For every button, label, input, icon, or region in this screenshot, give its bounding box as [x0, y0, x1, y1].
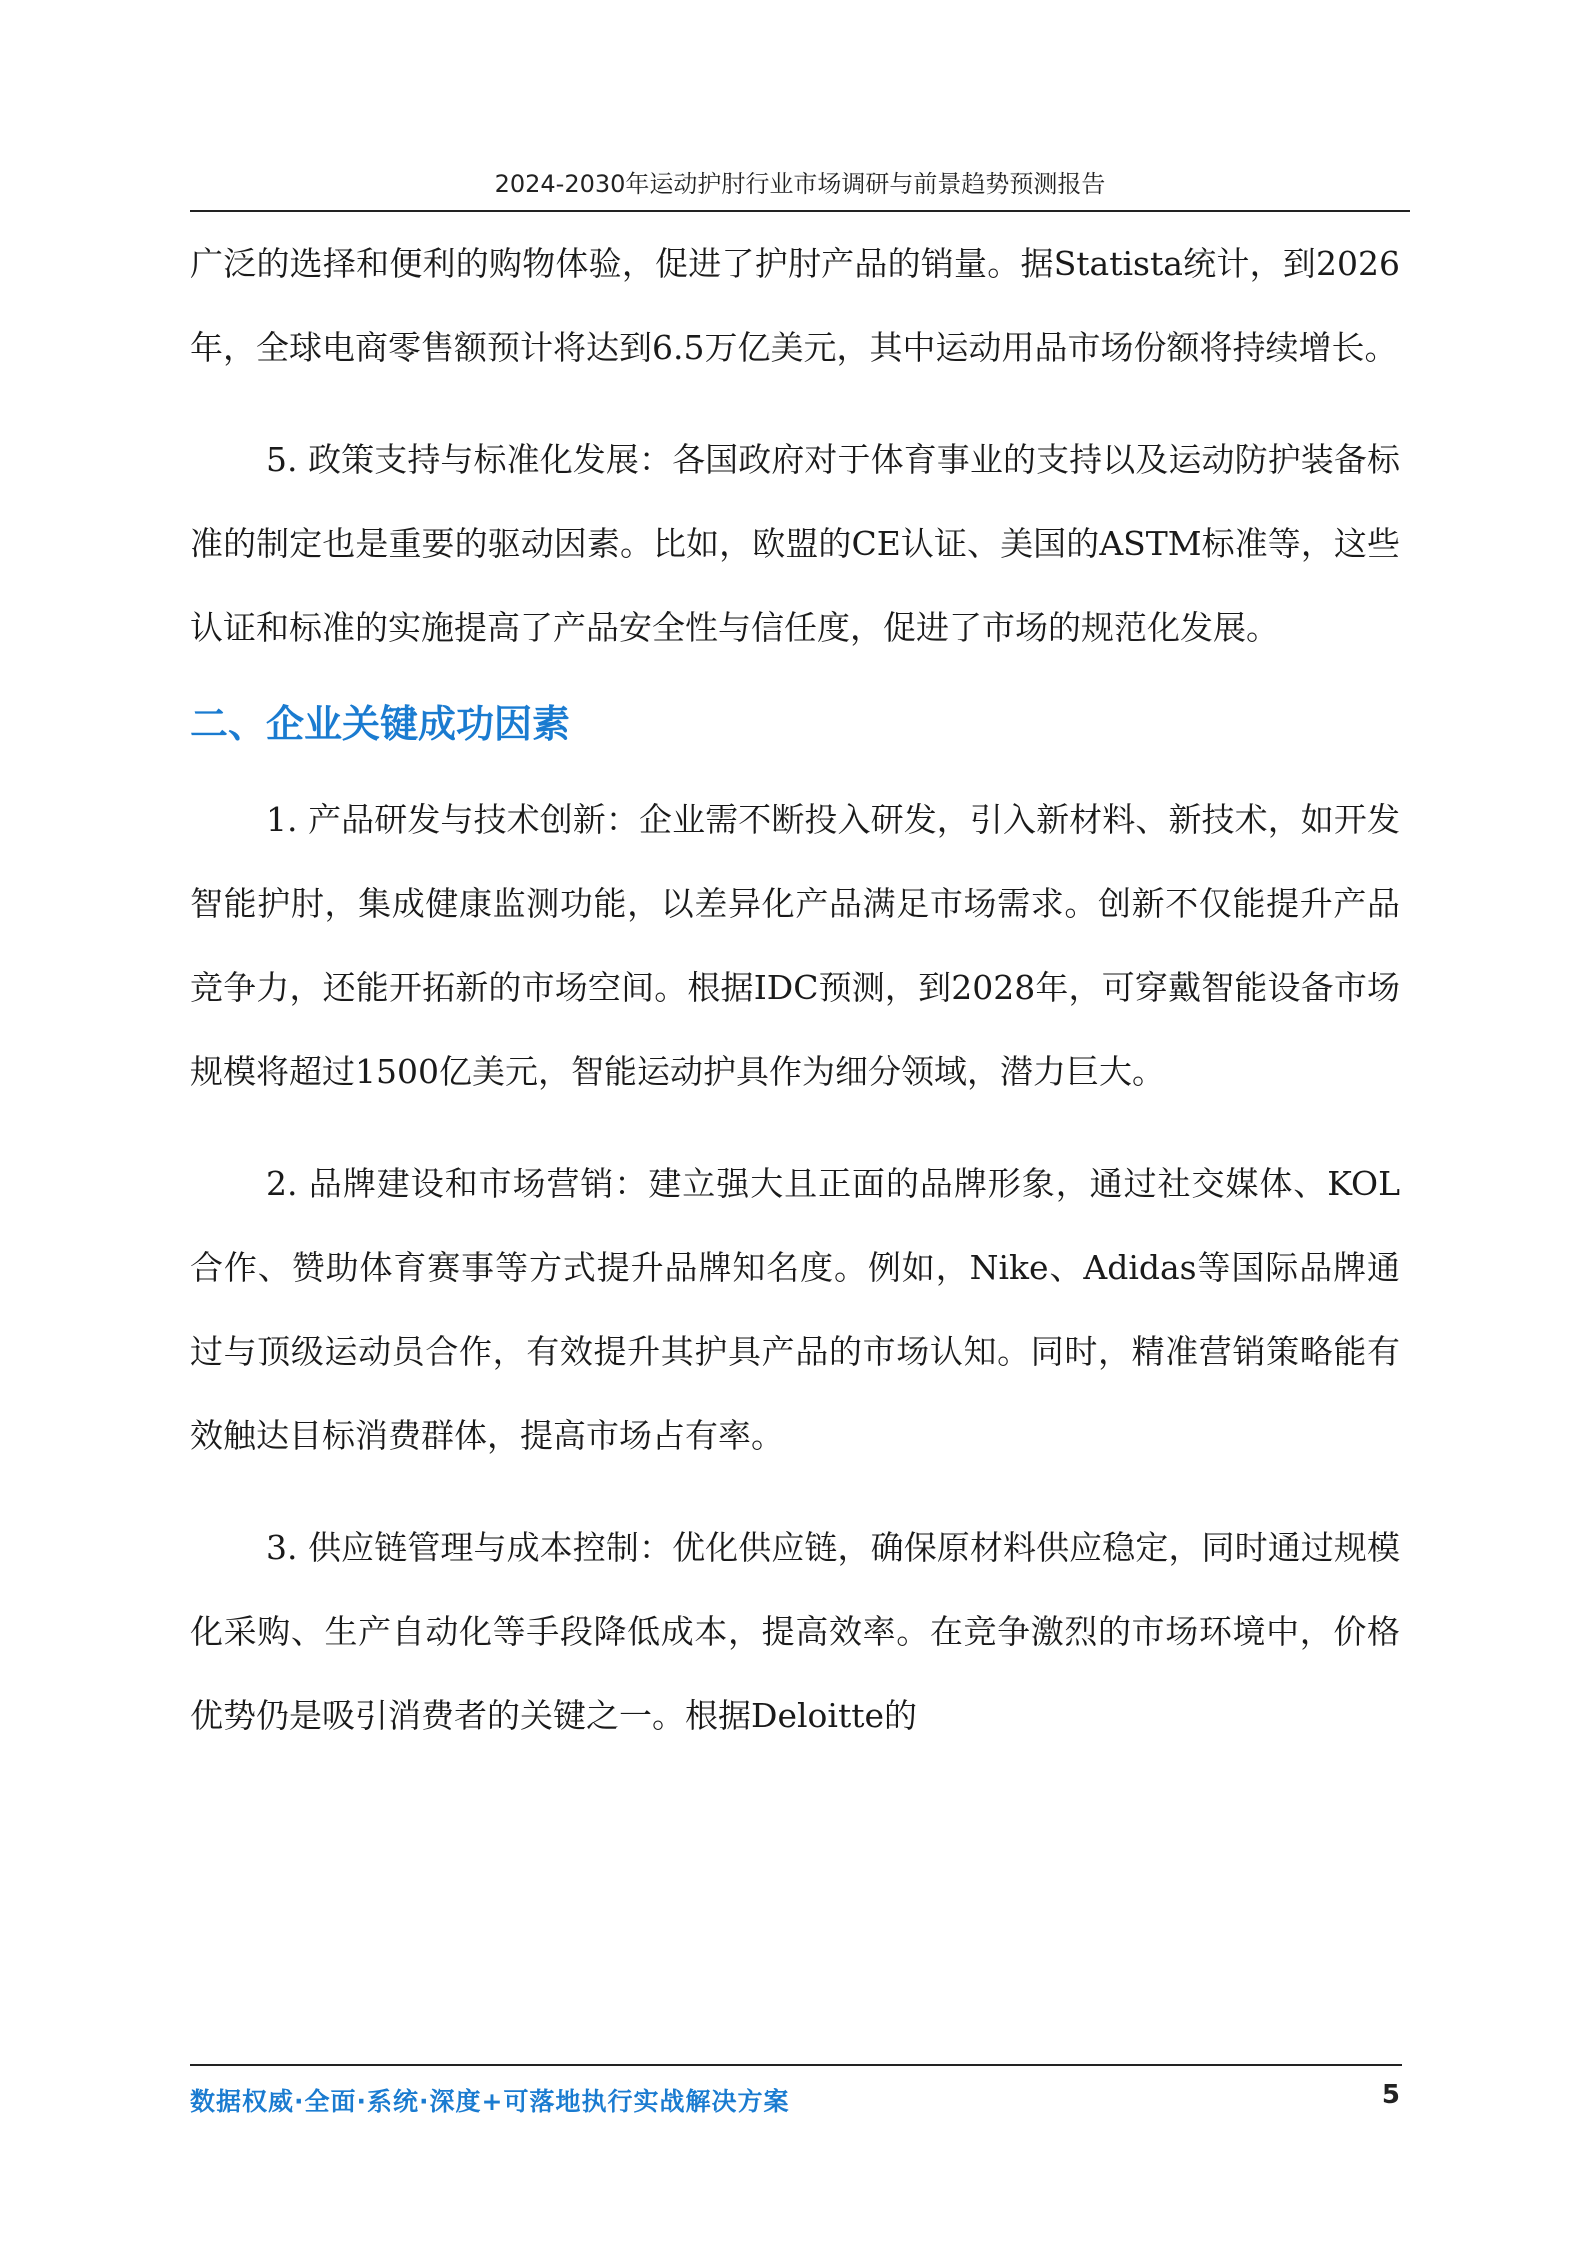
- page-body: [190, 222, 1400, 1758]
- paragraph-brand-marketing: 2. 品牌建设和市场营销：建立强大且正面的品牌形象，通过社交媒体、KOL合作、赞助体育赛事等方式提升品牌知名度。例如，Nike、Adidas等国际品牌通过与顶级运动员合作，有效提升其护具产品的市场认知。同时，精准营销策略能有效触达目标消费群体，提高市场占有率。: [190, 1164, 1400, 1455]
- paragraph-supply-chain: 3. 供应链管理与成本控制：优化供应链，确保原材料供应稳定，同时通过规模化采购、生产自动化等手段降低成本，提高效率。在竞争激烈的市场环境中，价格优势仍是吸引消费者的关键之一。根据Deloitte的: [190, 1528, 1400, 1735]
- paragraph-rnd-innovation: 1. 产品研发与技术创新：企业需不断投入研发，引入新材料、新技术，如开发智能护肘，集成健康监测功能，以差异化产品满足市场需求。创新不仅能提升产品竞争力，还能开拓新的市场空间。根据IDC预测，到2028年，可穿戴智能设备市场规模将超过1500亿美元，智能运动护具作为细分领域，潜力巨大。: [190, 800, 1400, 1091]
- section-heading: 二、企业关键成功因素: [190, 702, 571, 746]
- page-number: 5: [1381, 2080, 1400, 2110]
- paragraph-intro: 广泛的选择和便利的购物体验，促进了护肘产品的销量。据Statista统计，到2026年，全球电商零售额预计将达到6.5万亿美元，其中运动用品市场份额将持续增长。: [190, 244, 1400, 367]
- page-header: 2024-2030年运动护肘行业市场调研与前景趋势预测报告: [190, 158, 1410, 212]
- footer-slogan: 数据权威·全面·系统·深度+可落地执行实战解决方案: [190, 2087, 790, 2116]
- footer-divider: [190, 2064, 1402, 2066]
- paragraph-policy-support: 5. 政策支持与标准化发展：各国政府对于体育事业的支持以及运动防护装备标准的制定也是重要的驱动因素。比如，欧盟的CE认证、美国的ASTM标准等，这些认证和标准的实施提高了产品安全性与信任度，促进了市场的规范化发展。: [190, 440, 1400, 647]
